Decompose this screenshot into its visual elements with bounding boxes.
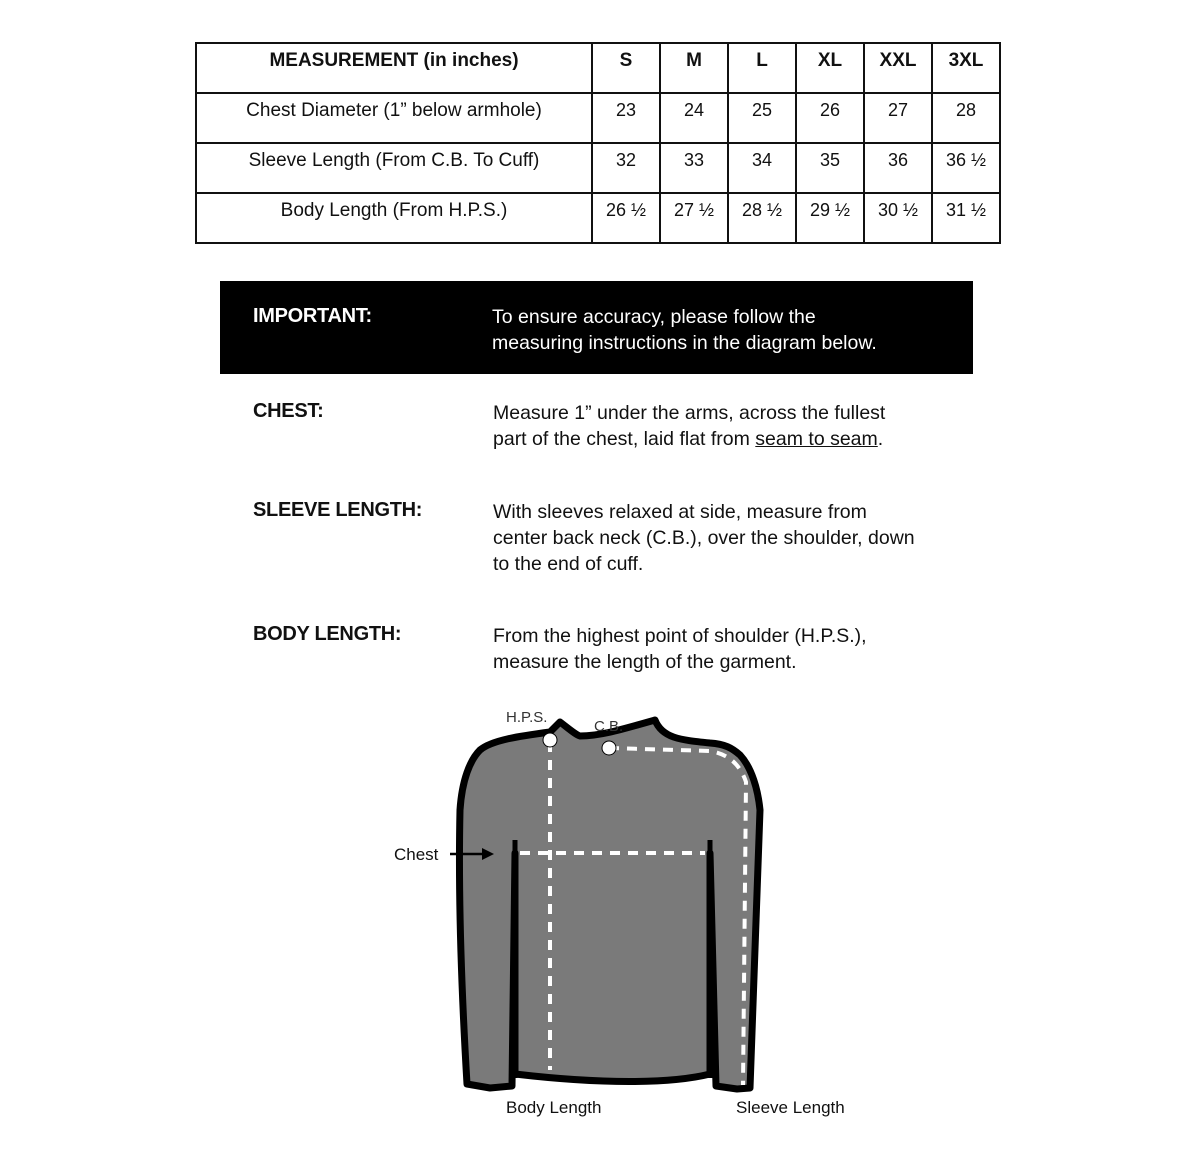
row-label: Chest Diameter (1” below armhole) xyxy=(196,93,592,143)
header-size-xxl: XXL xyxy=(864,43,932,93)
chest-text-line: Measure 1” under the arms, across the fullest xyxy=(493,402,886,424)
table-cell: 28 ½ xyxy=(728,193,796,243)
cb-point xyxy=(602,741,616,755)
chest-diagram-label: Chest xyxy=(394,845,439,864)
chest-text-line xyxy=(493,426,993,452)
chest-label: CHEST: xyxy=(253,400,324,422)
table-cell: 36 ½ xyxy=(932,143,1000,193)
table-cell: 26 ½ xyxy=(592,193,660,243)
header-size-3xl: 3XL xyxy=(932,43,1000,93)
header-size-l: L xyxy=(728,43,796,93)
table-cell: 27 xyxy=(864,93,932,143)
chest-text xyxy=(493,400,993,452)
important-banner xyxy=(220,281,973,374)
size-chart-header-row xyxy=(196,43,1000,93)
header-measurement: MEASUREMENT (in inches) xyxy=(196,43,592,93)
cb-label: C.B. xyxy=(594,718,624,735)
chest-text-suffix: . xyxy=(877,428,884,450)
table-cell: 33 xyxy=(660,143,728,193)
table-row-body xyxy=(196,193,1000,243)
chest-text-prefix: part of the chest, laid flat from xyxy=(493,428,756,450)
important-text-line: To ensure accuracy, please follow the xyxy=(492,306,816,328)
table-row-chest xyxy=(196,93,1000,143)
table-cell: 28 xyxy=(932,93,1000,143)
important-text xyxy=(492,304,962,356)
important-label: IMPORTANT: xyxy=(253,305,372,327)
body-text-line: measure the length of the garment. xyxy=(493,651,797,673)
table-cell: 26 xyxy=(796,93,864,143)
table-cell: 24 xyxy=(660,93,728,143)
header-size-xl: XL xyxy=(796,43,864,93)
measurement-diagram xyxy=(380,700,900,1140)
sleeve-text-line: to the end of cuff. xyxy=(493,553,644,575)
body-text-line: From the highest point of shoulder (H.P.S.), xyxy=(493,625,867,647)
sleeve-text xyxy=(493,499,993,577)
sleeve-label: SLEEVE LENGTH: xyxy=(253,499,423,521)
header-size-s: S xyxy=(592,43,660,93)
table-cell: 30 ½ xyxy=(864,193,932,243)
table-cell: 34 xyxy=(728,143,796,193)
row-label: Body Length (From H.P.S.) xyxy=(196,193,592,243)
sleeve-length-diagram-label: Sleeve Length xyxy=(736,1098,845,1117)
body-text xyxy=(493,623,993,675)
table-cell: 27 ½ xyxy=(660,193,728,243)
body-label: BODY LENGTH: xyxy=(253,623,402,645)
sleeve-text-line: center back neck (C.B.), over the shoulder, down xyxy=(493,527,915,549)
hps-label: H.P.S. xyxy=(506,709,548,726)
table-cell: 29 ½ xyxy=(796,193,864,243)
body-length-diagram-label: Body Length xyxy=(506,1098,602,1117)
table-cell: 32 xyxy=(592,143,660,193)
table-cell: 36 xyxy=(864,143,932,193)
important-text-line: measuring instructions in the diagram below. xyxy=(492,332,877,354)
size-chart-table xyxy=(195,42,1001,244)
row-label: Sleeve Length (From C.B. To Cuff) xyxy=(196,143,592,193)
table-cell: 31 ½ xyxy=(932,193,1000,243)
table-cell: 23 xyxy=(592,93,660,143)
hps-point xyxy=(543,733,557,747)
table-cell: 25 xyxy=(728,93,796,143)
seam-to-seam-text: seam to seam xyxy=(755,428,878,450)
table-cell: 35 xyxy=(796,143,864,193)
sleeve-text-line: With sleeves relaxed at side, measure from xyxy=(493,501,867,523)
table-row-sleeve xyxy=(196,143,1000,193)
sweater-diagram-svg xyxy=(380,700,900,1140)
header-size-m: M xyxy=(660,43,728,93)
sweater-shape xyxy=(459,720,760,1089)
